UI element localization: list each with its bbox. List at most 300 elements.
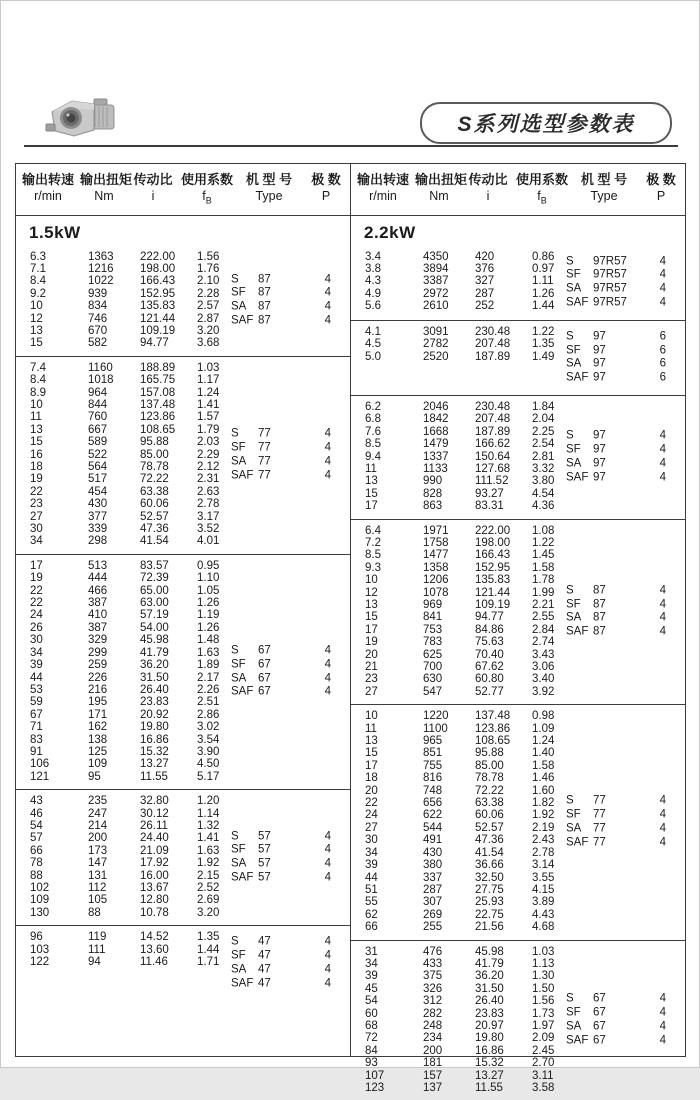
torque-cell: 1022 [88, 275, 140, 287]
pole-count: 4 [654, 443, 666, 457]
pole-count: 4 [654, 471, 666, 485]
type-model: 97 [593, 330, 654, 344]
torque-cell: 3091 [423, 326, 475, 338]
speed-cell: 10 [365, 574, 423, 586]
torque-cell: 753 [423, 624, 475, 636]
type-row [566, 598, 666, 612]
speed-cell: 5.0 [365, 351, 423, 363]
fb-cell: 2.43 [532, 834, 574, 846]
ratio-cell: 41.54 [475, 847, 532, 859]
torque-cell: 939 [88, 288, 140, 300]
speed-cell: 39 [30, 659, 88, 671]
fb-cell: 1.99 [532, 587, 574, 599]
table-row [30, 374, 350, 386]
ratio-cell: 16.00 [140, 870, 197, 882]
ratio-cell: 20.97 [475, 1020, 532, 1032]
fb-cell: 2.70 [532, 1057, 574, 1069]
speed-cell: 31 [365, 946, 423, 958]
type-list [231, 644, 331, 699]
type-row [231, 442, 331, 456]
type-row [231, 844, 331, 858]
unit-type: Type [571, 188, 637, 210]
type-prefix: SF [566, 598, 593, 612]
torque-cell: 625 [423, 649, 475, 661]
ratio-cell: 11.55 [140, 771, 197, 783]
ratio-cell: 165.75 [140, 374, 197, 386]
type-row [566, 993, 666, 1007]
type-row [231, 830, 331, 844]
type-row [231, 273, 331, 287]
ratio-cell: 32.80 [140, 795, 197, 807]
type-row [231, 858, 331, 872]
type-model: 67 [593, 1007, 654, 1021]
torque-cell: 147 [88, 857, 140, 869]
torque-cell: 380 [423, 859, 475, 871]
torque-cell: 95 [88, 771, 140, 783]
speed-cell: 96 [30, 931, 88, 943]
pole-count: 6 [654, 358, 666, 372]
ratio-cell: 198.00 [475, 537, 532, 549]
speed-cell: 45 [365, 983, 423, 995]
torque-cell: 544 [423, 822, 475, 834]
torque-cell: 2610 [423, 300, 475, 312]
speed-cell: 34 [365, 847, 423, 859]
type-prefix: S [566, 795, 593, 809]
type-prefix: SAF [231, 686, 258, 700]
fb-cell: 1.30 [532, 970, 574, 982]
type-row [566, 296, 666, 310]
type-model: 77 [593, 836, 654, 850]
torque-cell: 235 [88, 795, 140, 807]
unit-rpm: r/min [351, 188, 415, 210]
header-unit-row [351, 188, 685, 210]
torque-cell: 1363 [88, 251, 140, 263]
type-list [231, 830, 331, 885]
type-row [566, 283, 666, 297]
type-row [231, 301, 331, 315]
torque-cell: 387 [88, 622, 140, 634]
speed-cell: 55 [365, 896, 423, 908]
ratio-cell: 78.78 [140, 461, 197, 473]
torque-cell: 3894 [423, 263, 475, 275]
speed-cell: 71 [30, 721, 88, 733]
type-model: 87 [258, 273, 319, 287]
type-row [231, 686, 331, 700]
speed-cell: 6.2 [365, 401, 423, 413]
type-row [231, 950, 331, 964]
fb-cell: 3.54 [197, 734, 239, 746]
speed-cell: 54 [30, 820, 88, 832]
type-row [231, 658, 331, 672]
speed-cell: 20 [365, 649, 423, 661]
type-model: 77 [258, 428, 319, 442]
unit-fb: $f_B$ [513, 188, 571, 210]
speed-cell: 3.4 [365, 251, 423, 263]
pole-count: 4 [654, 296, 666, 310]
fb-cell: 2.21 [532, 599, 574, 611]
fb-cell: 1.56 [532, 995, 574, 1007]
table-row [365, 1082, 685, 1094]
type-prefix: S [231, 830, 258, 844]
pole-count: 4 [654, 809, 666, 823]
col-type-label: 机 型 号 [236, 171, 302, 188]
torque-cell: 298 [88, 535, 140, 547]
table-row [365, 500, 685, 512]
type-model: 97 [593, 358, 654, 372]
table-row [365, 1070, 685, 1082]
fb-cell: 4.54 [532, 488, 574, 500]
torque-cell: 454 [88, 486, 140, 498]
torque-cell: 200 [423, 1045, 475, 1057]
torque-cell: 990 [423, 475, 475, 487]
type-prefix: S [566, 430, 593, 444]
ratio-cell: 83.57 [140, 560, 197, 572]
fb-cell: 0.98 [532, 710, 574, 722]
table-row [365, 686, 685, 698]
speed-cell: 7.1 [30, 263, 88, 275]
fb-cell: 2.78 [197, 498, 239, 510]
ratio-cell: 26.11 [140, 820, 197, 832]
torque-cell: 433 [423, 958, 475, 970]
ratio-cell: 85.00 [475, 760, 532, 772]
speed-cell: 8.4 [30, 374, 88, 386]
type-prefix: SA [566, 1020, 593, 1034]
torque-cell: 828 [423, 488, 475, 500]
type-list [566, 255, 666, 310]
table-row [365, 884, 685, 896]
fb-cell: 3.11 [532, 1070, 574, 1082]
ratio-cell: 36.20 [140, 659, 197, 671]
torque-cell: 119 [88, 931, 140, 943]
pole-count: 6 [654, 330, 666, 344]
ratio-cell: 127.68 [475, 463, 532, 475]
speed-cell: 107 [365, 1070, 423, 1082]
torque-cell: 410 [88, 609, 140, 621]
speed-cell: 13 [365, 735, 423, 747]
ratio-cell: 83.31 [475, 500, 532, 512]
type-row [231, 977, 331, 991]
speed-cell: 83 [30, 734, 88, 746]
torque-cell: 844 [88, 399, 140, 411]
torque-cell: 109 [88, 758, 140, 770]
ratio-cell: 16.86 [475, 1045, 532, 1057]
speed-cell: 91 [30, 746, 88, 758]
speed-cell: 30 [365, 834, 423, 846]
ratio-cell: 207.48 [475, 338, 532, 350]
fb-cell: 1.92 [197, 857, 239, 869]
header-divider [24, 145, 678, 147]
torque-cell: 491 [423, 834, 475, 846]
torque-cell: 1477 [423, 549, 475, 561]
ratio-cell: 137.48 [140, 399, 197, 411]
unit-p: P [637, 188, 685, 210]
speed-cell: 17 [365, 624, 423, 636]
ratio-cell: 19.80 [140, 721, 197, 733]
table-row [365, 859, 685, 871]
table-row [30, 734, 350, 746]
fb-cell: 3.90 [197, 746, 239, 758]
gearmotor-photo [44, 90, 120, 146]
ratio-cell: 47.36 [475, 834, 532, 846]
pole-count: 4 [319, 672, 331, 686]
ratio-cell: 207.48 [475, 413, 532, 425]
type-prefix: S [231, 936, 258, 950]
ratio-cell: 65.00 [140, 585, 197, 597]
ratio-cell: 36.20 [475, 970, 532, 982]
table-row [30, 795, 350, 807]
type-model: 77 [593, 822, 654, 836]
fb-cell: 1.03 [197, 362, 239, 374]
torque-cell: 851 [423, 747, 475, 759]
speed-cell: 10 [30, 399, 88, 411]
fb-cell: 2.28 [197, 288, 239, 300]
speed-cell: 7.6 [365, 426, 423, 438]
type-model: 97 [593, 344, 654, 358]
fb-cell: 1.97 [532, 1020, 574, 1032]
ratio-cell: 121.44 [140, 313, 197, 325]
ratio-cell: 27.75 [475, 884, 532, 896]
fb-cell: 2.55 [532, 611, 574, 623]
ratio-cell: 67.62 [475, 661, 532, 673]
torque-cell: 670 [88, 325, 140, 337]
spec-groups-right [351, 246, 685, 1100]
fb-cell: 3.89 [532, 896, 574, 908]
type-prefix: S [566, 584, 593, 598]
gearmotor-icon [44, 90, 120, 146]
type-prefix: SA [231, 963, 258, 977]
type-row [231, 287, 331, 301]
pole-count: 4 [654, 836, 666, 850]
table-row [365, 896, 685, 908]
ratio-cell: 72.22 [475, 785, 532, 797]
torque-cell: 171 [88, 709, 140, 721]
torque-cell: 1133 [423, 463, 475, 475]
torque-cell: 760 [88, 411, 140, 423]
header-cn-row [351, 171, 685, 188]
type-row [231, 314, 331, 328]
pole-count: 4 [319, 644, 331, 658]
ratio-cell: 111.52 [475, 475, 532, 487]
torque-cell: 1078 [423, 587, 475, 599]
speed-cell: 62 [365, 909, 423, 921]
fb-cell: 0.86 [532, 251, 574, 263]
ratio-cell: 14.52 [140, 931, 197, 943]
torque-cell: 700 [423, 661, 475, 673]
ratio-cell: 19.80 [475, 1032, 532, 1044]
ratio-cell: 31.50 [475, 983, 532, 995]
torque-cell: 547 [423, 686, 475, 698]
ratio-cell: 135.83 [140, 300, 197, 312]
type-model: 97 [593, 471, 654, 485]
torque-cell: 1337 [423, 451, 475, 463]
pole-count: 4 [319, 686, 331, 700]
torque-cell: 287 [423, 884, 475, 896]
fb-cell: 2.86 [197, 709, 239, 721]
speed-cell: 44 [365, 872, 423, 884]
pole-count: 4 [319, 830, 331, 844]
type-prefix: SAF [231, 314, 258, 328]
table-row [30, 572, 350, 584]
type-model: 47 [258, 950, 319, 964]
type-row [566, 330, 666, 344]
table-row [365, 760, 685, 772]
fb-cell: 1.13 [532, 958, 574, 970]
speed-cell: 93 [365, 1057, 423, 1069]
speed-cell: 11 [365, 723, 423, 735]
fb-cell: 2.25 [532, 426, 574, 438]
fb-cell: 2.63 [197, 486, 239, 498]
table-row [365, 921, 685, 933]
type-list [566, 330, 666, 385]
type-model: 67 [258, 658, 319, 672]
speed-cell: 4.9 [365, 288, 423, 300]
speed-cell: 6.4 [365, 525, 423, 537]
fb-cell: 3.43 [532, 649, 574, 661]
ratio-cell: 166.43 [475, 549, 532, 561]
type-prefix: SAF [566, 471, 593, 485]
type-prefix: SA [566, 612, 593, 626]
speed-cell: 10 [365, 710, 423, 722]
type-row [566, 344, 666, 358]
speed-cell: 59 [30, 696, 88, 708]
torque-cell: 1358 [423, 562, 475, 574]
table-row [30, 560, 350, 572]
speed-cell: 18 [365, 772, 423, 784]
speed-cell: 17 [365, 760, 423, 772]
fb-cell: 1.24 [532, 735, 574, 747]
speed-cell: 13 [365, 475, 423, 487]
type-row [566, 626, 666, 640]
pole-count: 4 [319, 455, 331, 469]
type-prefix: SA [566, 358, 593, 372]
fb-cell: 1.19 [197, 609, 239, 621]
pole-count: 4 [319, 977, 331, 991]
type-prefix: S [231, 273, 258, 287]
speed-cell: 130 [30, 907, 88, 919]
speed-cell: 60 [365, 1008, 423, 1020]
ratio-cell: 93.27 [475, 488, 532, 500]
speed-cell: 12 [365, 587, 423, 599]
table-row [30, 808, 350, 820]
ratio-cell: 123.86 [140, 411, 197, 423]
table-row [365, 537, 685, 549]
pole-count: 4 [654, 626, 666, 640]
fb-cell: 1.63 [197, 845, 239, 857]
torque-cell: 564 [88, 461, 140, 473]
type-row [231, 644, 331, 658]
table-row [30, 498, 350, 510]
fb-cell: 2.26 [197, 684, 239, 696]
spec-groups-left [16, 246, 350, 1057]
unit-nm: Nm [415, 188, 463, 210]
torque-cell: 517 [88, 473, 140, 485]
table-row [365, 401, 685, 413]
fb-cell: 1.03 [532, 946, 574, 958]
type-model: 67 [593, 1020, 654, 1034]
torque-cell: 522 [88, 449, 140, 461]
power-rating-label: 2.2kW [351, 216, 685, 246]
type-prefix: SF [566, 809, 593, 823]
table-row [30, 251, 350, 263]
type-row [566, 795, 666, 809]
ratio-cell: 152.95 [475, 562, 532, 574]
type-row [566, 269, 666, 283]
fb-cell: 2.69 [197, 894, 239, 906]
ratio-cell: 11.55 [475, 1082, 532, 1094]
speed-cell: 13 [365, 599, 423, 611]
ratio-cell: 70.40 [475, 649, 532, 661]
ratio-cell: 20.92 [140, 709, 197, 721]
torque-cell: 157 [423, 1070, 475, 1082]
ratio-cell: 23.83 [475, 1008, 532, 1020]
torque-cell: 430 [88, 498, 140, 510]
table-row [365, 673, 685, 685]
speed-cell: 122 [30, 956, 88, 968]
ratio-cell: 15.32 [140, 746, 197, 758]
ratio-cell: 26.40 [475, 995, 532, 1007]
speed-cell: 19 [30, 473, 88, 485]
speed-cell: 17 [365, 500, 423, 512]
torque-cell: 1668 [423, 426, 475, 438]
type-prefix: S [566, 993, 593, 1007]
fb-cell: 3.80 [532, 475, 574, 487]
type-list [566, 795, 666, 850]
ratio-cell: 78.78 [475, 772, 532, 784]
pole-count: 4 [319, 273, 331, 287]
type-model: 47 [258, 963, 319, 977]
table-row [30, 535, 350, 547]
ratio-cell: 108.65 [140, 424, 197, 436]
pole-count: 4 [654, 795, 666, 809]
col-pole-label: 极 数 [302, 171, 350, 188]
pole-count: 4 [319, 469, 331, 483]
type-model: 67 [258, 672, 319, 686]
table-row [30, 721, 350, 733]
ratio-cell: 21.09 [140, 845, 197, 857]
fb-cell: 1.40 [532, 747, 574, 759]
torque-cell: 138 [88, 734, 140, 746]
table-half-2-2kw [351, 164, 685, 1056]
torque-cell: 326 [423, 983, 475, 995]
spec-group [16, 790, 350, 926]
ratio-cell: 21.56 [475, 921, 532, 933]
type-model: 87 [258, 287, 319, 301]
speed-cell: 12 [30, 313, 88, 325]
unit-fb: $f_B$ [178, 188, 236, 210]
fb-cell: 3.52 [197, 523, 239, 535]
torque-cell: 1220 [423, 710, 475, 722]
ratio-cell: 287 [475, 288, 532, 300]
fb-cell: 2.45 [532, 1045, 574, 1057]
type-model: 87 [593, 612, 654, 626]
speed-cell: 27 [365, 686, 423, 698]
speed-cell: 34 [30, 535, 88, 547]
speed-cell: 30 [30, 523, 88, 535]
ratio-cell: 152.95 [140, 288, 197, 300]
table-row [365, 413, 685, 425]
torque-cell: 377 [88, 511, 140, 523]
speed-cell: 39 [365, 970, 423, 982]
table-row [365, 661, 685, 673]
type-model: 57 [258, 871, 319, 885]
speed-cell: 109 [30, 894, 88, 906]
ratio-cell: 327 [475, 275, 532, 287]
type-model: 57 [258, 844, 319, 858]
speed-cell: 15 [30, 337, 88, 349]
type-row [566, 443, 666, 457]
speed-cell: 22 [30, 585, 88, 597]
fb-cell: 3.06 [532, 661, 574, 673]
